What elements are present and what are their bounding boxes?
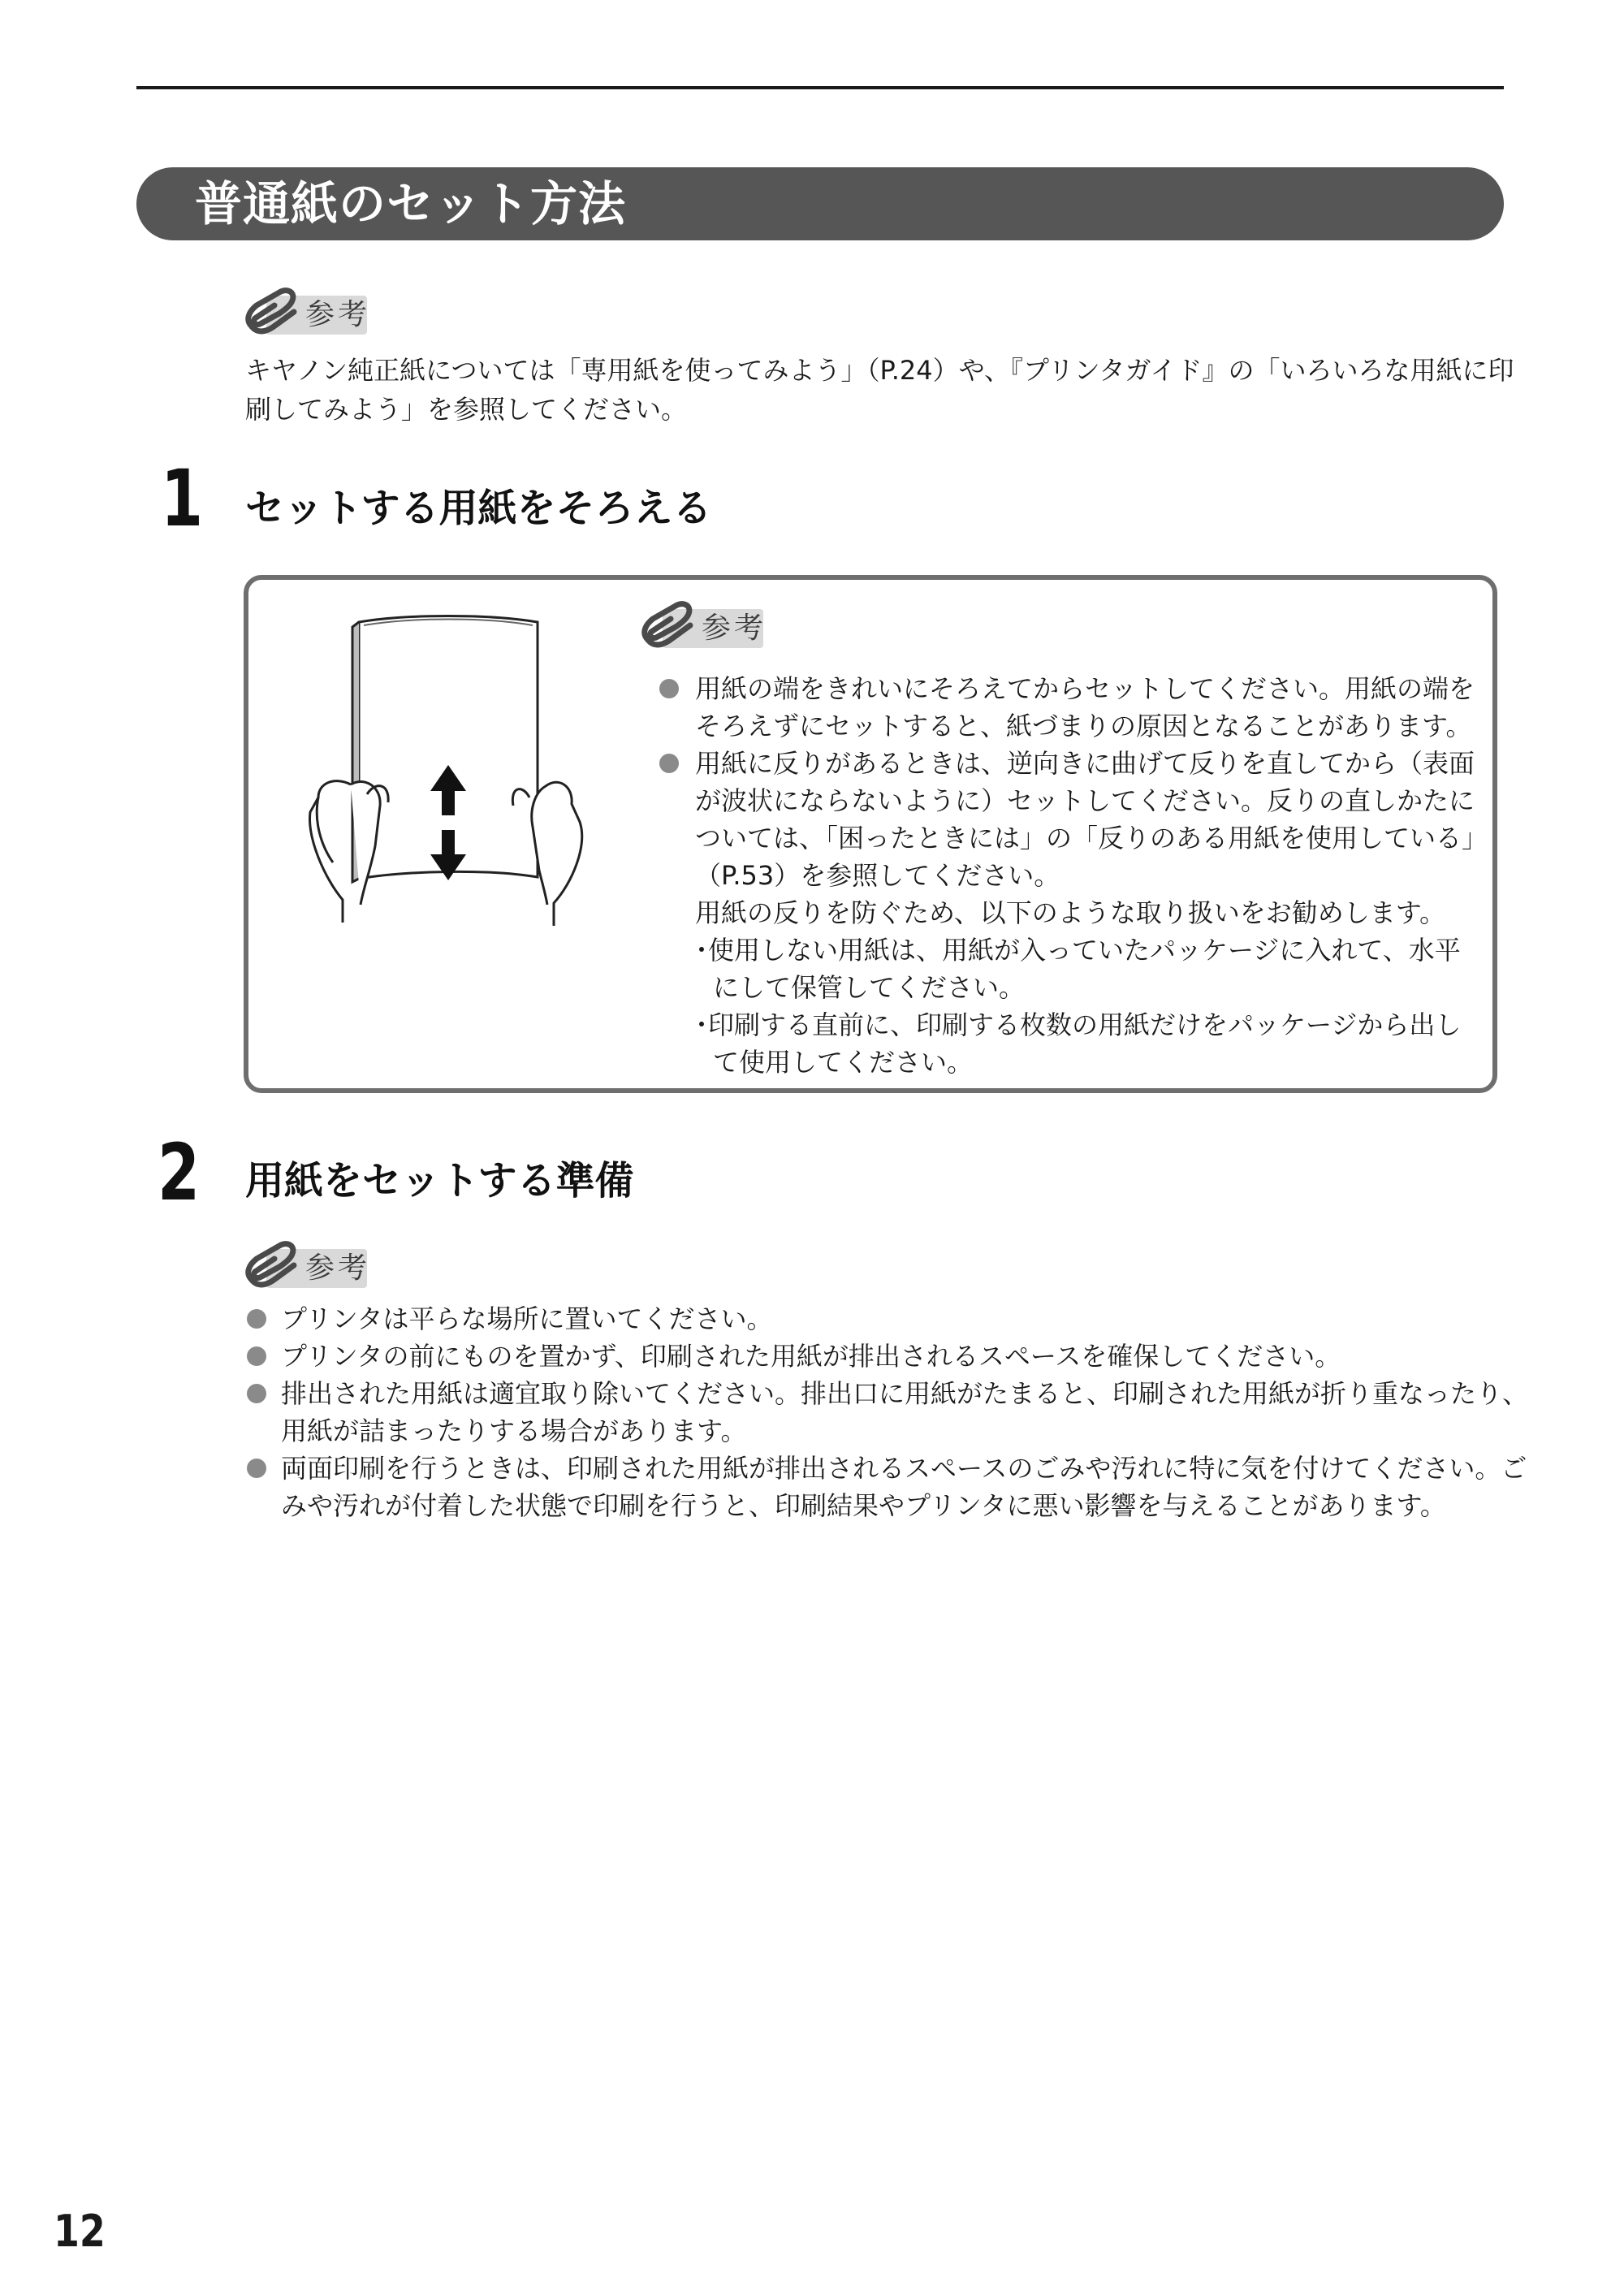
step-2-bullet-2: プリンタの前にものを置かず、印刷された用紙が排出されるスペースを確保してください。 <box>281 1341 1341 1372</box>
step-1-note-box <box>244 575 1497 1093</box>
step-1-bullet-2-line-2: が波状にならないように）セットしてください。反りの直しかたに <box>695 785 1475 816</box>
section-title: 普通紙のセット方法 <box>195 176 627 231</box>
step-2-number: 2 <box>158 1127 201 1218</box>
intro-note-line-2: 刷してみよう」を参照してください。 <box>245 394 688 425</box>
step-2-bullet-4-line-1: 両面印刷を行うときは、印刷された用紙が排出されるスペースのごみや汚れに特に気を付けてください。ご <box>281 1453 1527 1484</box>
reference-label: 参考 <box>305 298 371 331</box>
step-1-sub-item-2-line-1: ･印刷する直前に、印刷する枚数の用紙だけをパッケージから出し <box>695 1009 1462 1040</box>
step-2-bullet-3-line-2: 用紙が詰まったりする場合があります。 <box>281 1415 747 1446</box>
step-2-bullet-1: プリンタは平らな場所に置いてください。 <box>281 1303 773 1334</box>
step-2-bullet-4-line-2: みや汚れが付着した状態で印刷を行うと、印刷結果やプリンタに悪い影響を与えることがあります。 <box>281 1490 1446 1521</box>
step-1-bullet-2-line-5: 用紙の反りを防ぐため、以下のような取り扱いをお勧めします。 <box>695 897 1446 928</box>
paperclip-icon <box>244 287 309 338</box>
step-1-bullet-2-line-4: （P.53）を参照してください。 <box>695 860 1060 891</box>
bullet-icon <box>659 754 679 773</box>
bullet-icon <box>247 1309 266 1329</box>
reference-badge <box>244 287 382 338</box>
page-number: 12 <box>54 2206 106 2257</box>
step-1-sub-item-1-line-2: にして保管してください。 <box>713 972 1026 1003</box>
bullet-icon <box>247 1459 266 1478</box>
step-1-bullet-2-line-1: 用紙に反りがあるときは、逆向きに曲げて反りを直してから（表面 <box>695 748 1475 779</box>
header-rule <box>136 86 1504 89</box>
step-1-title: セットする用紙をそろえる <box>245 486 712 531</box>
section-title-bar <box>136 167 1504 240</box>
paperclip-icon <box>640 601 705 651</box>
paperclip-icon <box>244 1241 309 1291</box>
step-2-reference-label: 参考 <box>305 1251 371 1285</box>
intro-note-line-1: キヤノン純正紙については「専用紙を使ってみよう」（P.24）や、『プリンタガイド』の「いろいろな用紙に印 <box>245 355 1514 386</box>
step-1-bullet-1-line-2: そろえずにセットすると、紙づまりの原因となることがあります。 <box>695 711 1472 741</box>
step-1-sub-item-2-line-2: て使用してください。 <box>713 1047 974 1078</box>
step-2-title: 用紙をセットする準備 <box>245 1158 634 1204</box>
bullet-icon <box>247 1346 266 1366</box>
step-1-bullet-1-line-1: 用紙の端をきれいにそろえてからセットしてください。用紙の端を <box>695 673 1475 704</box>
step-1-number: 1 <box>161 453 204 544</box>
paper-alignment-illustration <box>286 603 627 944</box>
bullet-icon <box>659 679 679 698</box>
step-2-reference-badge <box>244 1241 382 1291</box>
step-1-reference-badge <box>640 601 778 651</box>
step-1-bullet-2-line-3: ついては、「困ったときには」の「反りのある用紙を使用している」 <box>695 823 1488 854</box>
bullet-icon <box>247 1384 266 1403</box>
step-1-reference-label: 参考 <box>702 612 767 645</box>
step-2-bullet-3-line-1: 排出された用紙は適宜取り除いてください。排出口に用紙がたまると、印刷された用紙が折り重なったり、 <box>281 1378 1529 1409</box>
step-1-sub-item-1-line-1: ･使用しない用紙は、用紙が入っていたパッケージに入れて、水平 <box>695 935 1461 966</box>
